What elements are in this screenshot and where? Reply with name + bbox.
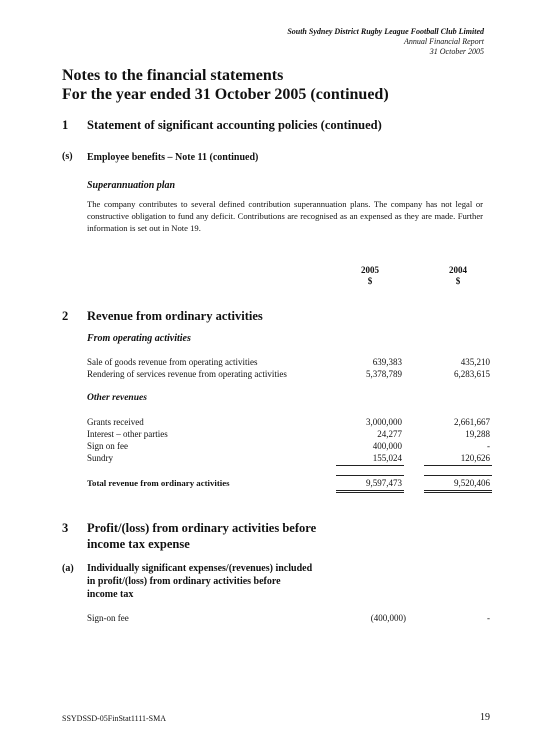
subtotal-rule-2004 xyxy=(424,465,492,466)
section-1-title: Statement of significant accounting policies (continued) xyxy=(87,118,382,132)
section-1-number: 1 xyxy=(62,118,69,132)
value-2005: 639,383 xyxy=(372,357,402,367)
header-org-name: South Sydney District Rugby League Football Club Limited xyxy=(287,27,484,36)
value-2004: 6,283,615 xyxy=(454,369,490,379)
col-2005-year: 2005 xyxy=(361,265,379,275)
section-3-title-line2: income tax expense xyxy=(87,537,190,551)
value-2004: - xyxy=(487,441,490,451)
total-row-label: Total revenue from ordinary activities xyxy=(87,478,230,488)
header-date: 31 October 2005 xyxy=(429,47,484,56)
signon-fee-label: Sign-on fee xyxy=(87,613,129,623)
value-2005: 5,378,789 xyxy=(366,369,402,379)
section-3-number: 3 xyxy=(62,521,69,535)
row-label: Sign on fee xyxy=(87,441,128,451)
superannuation-heading: Superannuation plan xyxy=(87,180,176,191)
header-report-name: Annual Financial Report xyxy=(404,37,484,46)
section-3a-title-line1: Individually significant expenses/(revenues) included xyxy=(87,563,313,574)
value-2004: 19,288 xyxy=(465,429,490,439)
page-subtitle: For the year ended 31 October 2005 (continued) xyxy=(62,86,389,103)
page-title: Notes to the financial statements xyxy=(62,67,284,84)
value-2005: 24,277 xyxy=(377,429,402,439)
section-3-title-line1: Profit/(loss) from ordinary activities before xyxy=(87,521,317,535)
total-bottom-rule-2004 xyxy=(424,490,492,491)
row-label: Interest – other parties xyxy=(87,429,168,439)
total-top-rule-2005 xyxy=(336,475,404,476)
other-revenues-heading: Other revenues xyxy=(87,393,147,403)
total-value-2004: 9,520,406 xyxy=(454,478,490,488)
total-double-rule-2005 xyxy=(336,492,404,493)
section-3a-title-line3: income tax xyxy=(87,589,134,600)
value-2004: 2,661,667 xyxy=(454,417,490,427)
superannuation-paragraph: The company contributes to several defined contribution superannuation plans. The company has not legal or constructive obligation to fund any deficit. Contributions are recognised as an expensed as they are made. Further information is set out in Note 19. xyxy=(87,199,483,233)
subtotal-rule-2005 xyxy=(336,465,404,466)
value-2004: 435,210 xyxy=(460,357,490,367)
col-2004-unit: $ xyxy=(455,276,461,286)
row-label: Rendering of services revenue from operating activities xyxy=(87,369,287,379)
row-label: Sale of goods revenue from operating activities xyxy=(87,357,258,367)
section-3a-title-line2: in profit/(loss) from ordinary activities before xyxy=(87,576,281,587)
value-2005: 400,000 xyxy=(372,441,402,451)
col-2005-unit: $ xyxy=(367,276,373,286)
col-2004-year: 2004 xyxy=(449,265,467,275)
signon-fee-2004: - xyxy=(487,613,490,623)
signon-fee-2005: (400,000) xyxy=(370,613,406,623)
value-2005: 3,000,000 xyxy=(366,417,402,427)
section-2-title: Revenue from ordinary activities xyxy=(87,309,263,323)
row-label: Grants received xyxy=(87,417,144,427)
section-1s-title: Employee benefits – Note 11 (continued) xyxy=(87,152,259,163)
value-2004: 120,626 xyxy=(460,453,490,463)
total-bottom-rule-2005 xyxy=(336,490,404,491)
section-3a-label: (a) xyxy=(62,563,74,574)
total-top-rule-2004 xyxy=(424,475,492,476)
operating-activities-heading: From operating activities xyxy=(87,333,191,344)
row-label: Sundry xyxy=(87,453,114,463)
section-2-number: 2 xyxy=(62,309,69,323)
total-double-rule-2004 xyxy=(424,492,492,493)
value-2005: 155,024 xyxy=(372,453,402,463)
footer-document-code: SSYDSSD-05FinStat1111-SMA xyxy=(62,714,167,723)
page-number: 19 xyxy=(480,712,490,723)
total-value-2005: 9,597,473 xyxy=(366,478,402,488)
section-1s-label: (s) xyxy=(62,151,73,162)
